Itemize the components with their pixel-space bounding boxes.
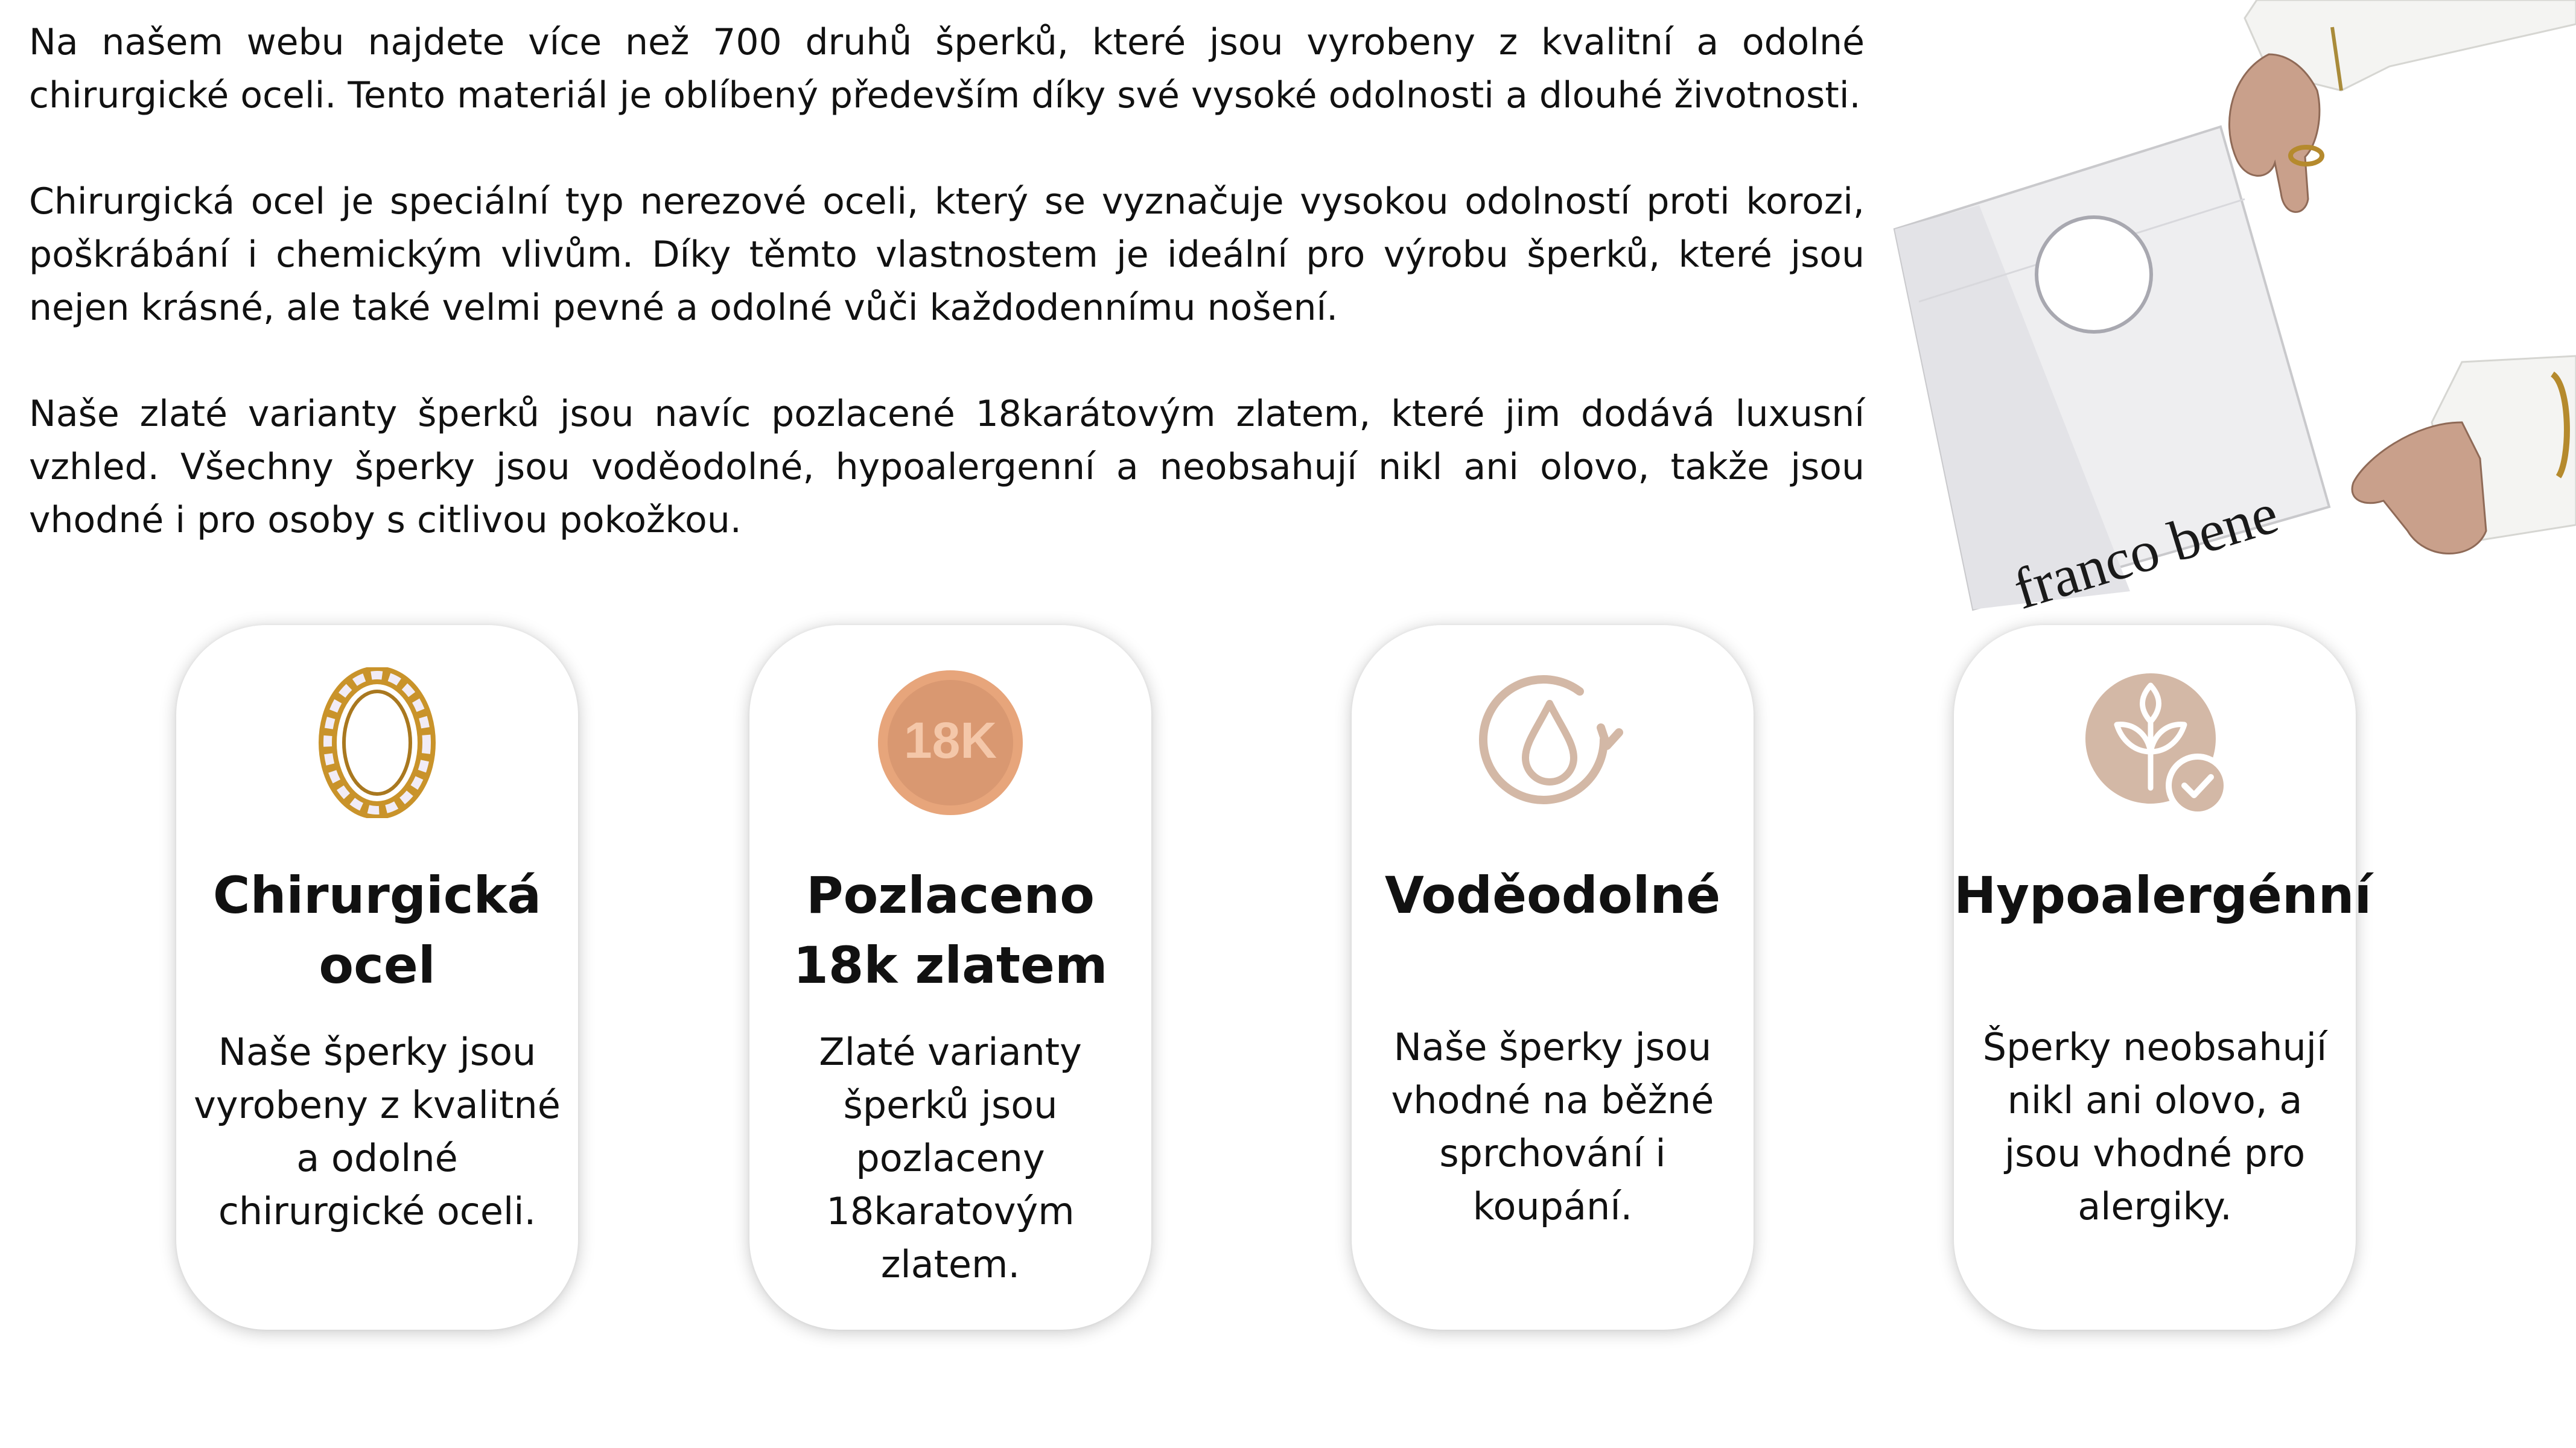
feature-card-surgical-steel — [176, 625, 578, 1330]
card-description: Naše šperky jsou vyrobeny z kvalitné a odolné chirurgické oceli. — [194, 1030, 561, 1233]
card-description: Naše šperky jsou vhodné na běžné sprchování i koupání. — [1391, 1025, 1714, 1228]
bag-brand-text: franco bene — [2006, 480, 2285, 615]
intro-text — [29, 16, 1865, 547]
ring-icon — [302, 667, 453, 818]
hero-bag-image — [1883, 0, 2576, 615]
plant-check-icon — [2079, 667, 2230, 818]
water-drop-cycle-icon — [1477, 667, 1628, 818]
card-title: Chirurgická ocel — [212, 866, 542, 995]
feature-card-gold-plated — [749, 625, 1151, 1330]
card-description: Zlaté varianty šperků jsou pozlaceny 18karatovým zlatem. — [819, 1030, 1082, 1286]
feature-card-waterproof — [1352, 625, 1754, 1330]
card-title: Pozlaceno 18k zlatem — [793, 866, 1108, 995]
intro-paragraph-3: Naše zlaté varianty šperků jsou navíc pozlacené 18karátovým zlatem, které jim dodává luxusní vzhled. Všechny šperky jsou voděodolné, hypoalergenní a neobsahují nikl ani olovo, takže jsou vhodné i pro osoby s citlivou pokožkou. — [29, 393, 1865, 541]
card-description: Šperky neobsahují nikl ani olovo, a jsou vhodné pro alergiky. — [1982, 1025, 2327, 1228]
card-title: Hypoalergénní — [1954, 866, 2372, 925]
intro-paragraph-2: Chirurgická ocel je speciální typ nerezové oceli, který se vyznačuje vysokou odolností proti korozi, poškrábání i chemickým vlivům. Díky těmto vlastnostem je ideální pro výrobu šperků, které jsou nejen krásné, ale také velmi pevné a odolné vůči každodennímu nošení. — [29, 180, 1865, 329]
card-title: Voděodolné — [1384, 866, 1721, 925]
intro-paragraph-1: Na našem webu najdete více než 700 druhů šperků, které jsou vyrobeny z kvalitní a odolné chirurgické oceli. Tento materiál je oblíbený především díky své vysoké odolnosti a dlouhé životnosti. — [29, 21, 1865, 116]
gold-18k-coin-icon — [875, 667, 1026, 818]
coin-label: 18K — [903, 712, 997, 769]
feature-card-hypoallergenic — [1954, 625, 2372, 1330]
